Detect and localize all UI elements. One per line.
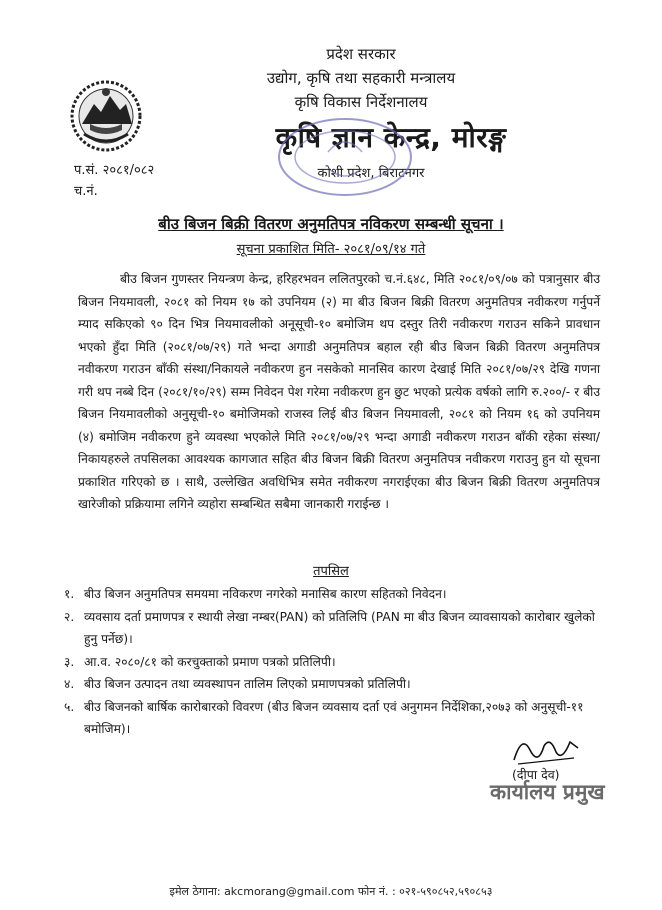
dispatch-number: च.नं. <box>74 184 98 199</box>
notice-published-date: सूचना प्रकाशित मिति- २०८१/०९/१४ गते <box>236 242 426 257</box>
notice-title: बीउ बिजन बिक्री वितरण अनुमतिपत्र नविकरण सम्बन्धी सूचना । <box>158 215 504 233</box>
annex-title: तपसिल <box>313 564 349 579</box>
header-government: प्रदेश सरकार <box>326 45 396 63</box>
list-item <box>64 583 604 606</box>
header-office-name: कृषि ज्ञान केन्द्र, मोरङ्ग <box>275 121 507 154</box>
list-item-number: १. <box>64 587 75 601</box>
list-item-text: बीउ बिजन अनुमतिपत्र समयमा नविकरण नगरेको मनासिब कारण सहितको निवेदन। <box>84 587 447 601</box>
annex-list <box>64 583 604 741</box>
notice-body: बीउ बिजन गुणस्तर नियन्त्रण केन्द्र, हरिहरभवन ललितपुरको च.नं.६४८, मिति २०८१/०९/०७ को पत्रानुसार बीउ बिजन नियमावली, २०८१ को नियम १७ को उपनियम (२) मा बीउ बिजन बिक्री वितरण अनुमतिपत्र नवीकरण गर्नुपर्ने म्याद सकिएको ९० दिन भित्र नियमावलीको अनूसूची-१० बमोजिम थप दस्तुर तिरी नवीकरण गराउन सकिने प्रावधान भएको हुँदा मिति (२०८१/०७/२९) गते भन्दा अगाडी अनुमतिपत्र बहाल रही बीउ बिजन बिक्री वितरण अनुमतिपत्र नवीकरण गराउन बाँकी संस्था/निकायले नवीकरण हुन नसकेको मानसिव कारण देखाई मिति २०८१/०७/२९ देखि गणना गरी थप नब्बे दिन (२०८१/१०/२९) सम्म निवेदन पेश गरेमा नवीकरण हुन छुट भएको प्रत्येक वर्षको लागि रु.२००/- र बीउ बिजन नियमावलीको अनुसूची-१० बमोजिमको राजस्व लिई बीउ बिजन नियमावली, २०८१ को नियम १६ को उपनियम (४) बमोजिम नवीकरण हुने व्यवस्था भएकोले मिति २०८१/०७/२९ भन्दा अगाडी नवीकरण गराउन बाँकी रहेका संस्था/निकायहरुले तपसिलका आवश्यक कागजात सहित बीउ बिजन बिक्री वितरण अनुमतिपत्र नवीकरण गराउनु हुन यो सूचना प्रकाशित गरिएको छ । साथै, उल्लेखित अवधिभित्र समेत नवीकरण नगराईएका बीउ बिजन बिक्री वितरण अनुमतिपत्र खारेजीको प्रक्रियामा लगिने व्यहोरा सम्बन्धित सबैमा जानकारी गराईन्छ । <box>78 272 600 511</box>
list-item-number: ३. <box>64 654 75 669</box>
list-item-number: २. <box>64 609 75 624</box>
footer-contact: इमेल ठेगाना: akcmorang@gmail.com फोन नं. : ०२१-५९०८५२,५९०८५३ <box>169 885 493 898</box>
list-item <box>64 651 604 674</box>
letter-number: प.सं. २०८१/०८२ <box>74 163 155 178</box>
list-item-text: बीउ बिजनको बार्षिक कारोबारको विवरण (बीउ बिजन व्यवसाय दर्ता एवं अनुगमन निर्देशिका,२०७३ को अनुसूची-११ बमोजिम)। <box>84 699 584 736</box>
signature-icon <box>508 728 586 768</box>
list-item <box>64 673 604 696</box>
list-item-text: बीउ बिजन उत्पादन तथा व्यवस्थापन तालिम लिएको प्रमाणपत्रको प्रतिलिपी। <box>84 677 411 691</box>
header-ministry: उद्योग, कृषि तथा सहकारी मन्त्रालय <box>266 69 456 87</box>
list-item <box>64 606 604 651</box>
list-item-number: ५. <box>64 699 75 714</box>
list-item-number: ४. <box>64 677 75 691</box>
signer-title: कार्यालय प्रमुख <box>490 780 605 804</box>
header-directorate: कृषि विकास निर्देशनालय <box>294 93 428 111</box>
list-item-text: व्यवसाय दर्ता प्रमाणपत्र र स्थायी लेखा नम्बर(PAN) को प्रतिलिपि (PAN मा बीउ बिजन व्यावसायको कारोबार खुलेको हुनु पर्नेछ)। <box>84 609 595 646</box>
list-item-text: आ.व. २०८०/८१ को करचुक्ताको प्रमाण पत्रको प्रतिलिपी। <box>84 654 336 669</box>
signer-name: (दीपा देव) <box>512 767 560 782</box>
office-stamp-icon <box>270 112 420 202</box>
header-address: कोशी प्रदेश, बिराटनगर <box>317 166 425 181</box>
